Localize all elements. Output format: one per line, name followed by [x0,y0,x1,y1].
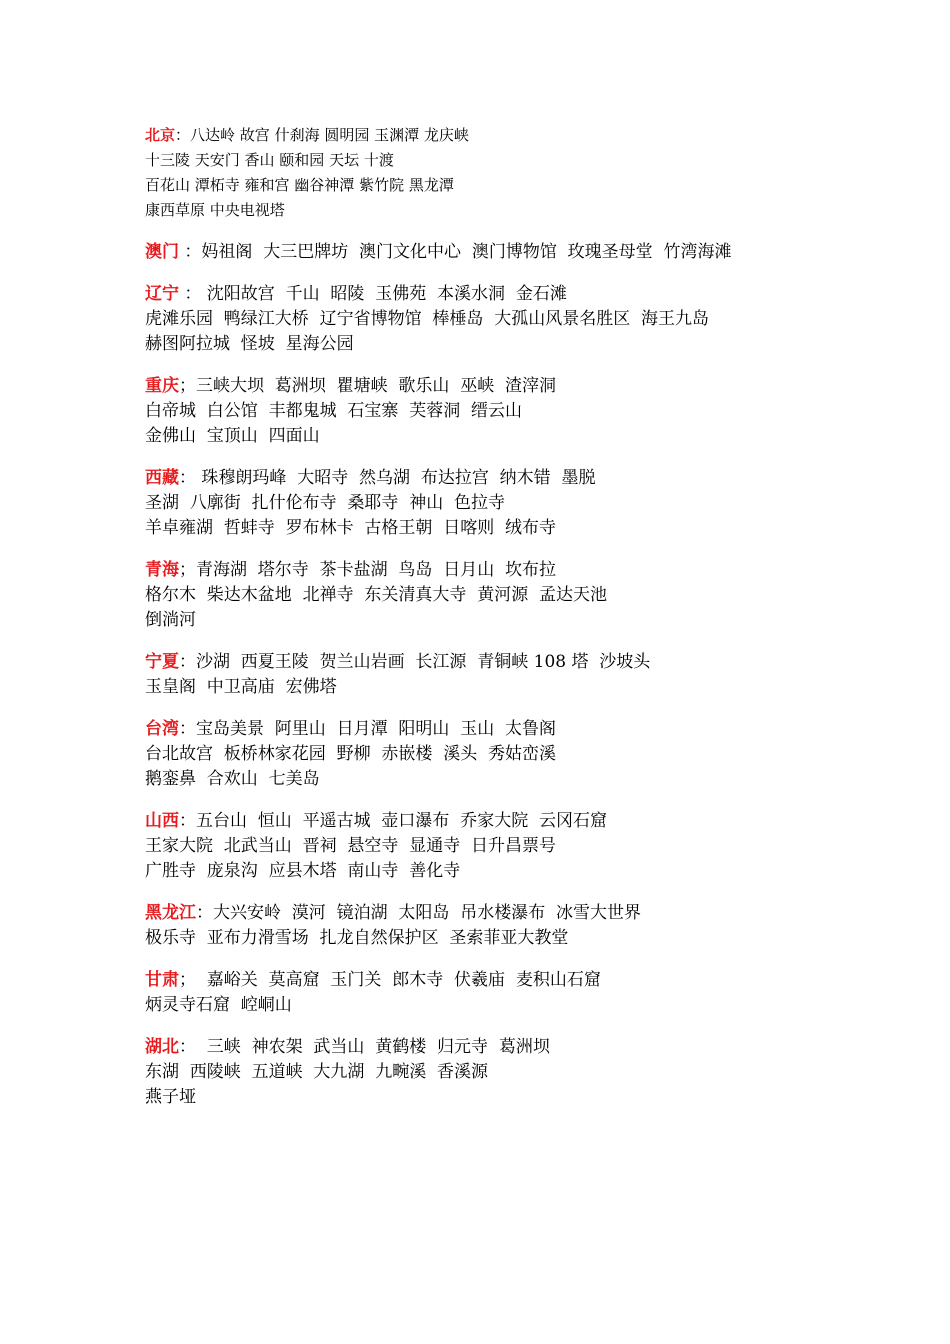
province-section [145,123,925,223]
separator: ： [179,242,202,262]
attraction-line [145,1060,925,1085]
attractions-text: 羊卓雍湖 哲蚌寺 罗布林卡 古格王朝 日喀则 绒布寺 [145,518,557,538]
attractions-text: 极乐寺 亚布力滑雪场 扎龙自然保护区 圣索菲亚大教堂 [145,928,569,948]
attraction-line [145,173,925,198]
separator: ： [179,468,196,488]
attractions-text: 珠穆朗玛峰 大昭寺 然乌湖 布达拉宫 纳木错 墨脱 [196,468,596,488]
attractions-text: 三峡 神农架 武当山 黄鹤楼 归元寺 葛洲坝 [196,1037,550,1057]
attraction-line [145,767,925,792]
attractions-text: 燕子垭 [145,1087,196,1107]
province-section [145,717,925,792]
attraction-line [145,332,925,357]
province-section [145,650,925,700]
attractions-text: 康西草原 中央电视塔 [145,201,285,219]
province-name: 湖北 [145,1037,179,1057]
attraction-line [145,901,925,926]
attractions-text: 玉皇阁 中卫高庙 宏佛塔 [145,677,337,697]
province-name: 山西 [145,811,179,831]
attractions-text: 三峡大坝 葛洲坝 瞿塘峡 歌乐山 巫峡 渣滓洞 [196,376,557,396]
attraction-line [145,859,925,884]
attraction-line [145,424,925,449]
province-section [145,901,925,951]
attractions-text: 鹅銮鼻 合欢山 七美岛 [145,769,320,789]
attraction-line [145,926,925,951]
province-section [145,968,925,1018]
separator: ； [179,560,196,580]
attraction-line [145,516,925,541]
attractions-text: 台北故宫 板桥林家花园 野柳 赤嵌楼 溪头 秀姑峦溪 [145,744,557,764]
attractions-text: 嘉峪关 莫高窟 玉门关 郎木寺 伏羲庙 麦积山石窟 [196,970,601,990]
province-name: 西藏 [145,468,179,488]
attractions-text: 妈祖阁 大三巴牌坊 澳门文化中心 澳门博物馆 玫瑰圣母堂 竹湾海滩 [201,242,732,262]
attractions-text: 赫图阿拉城 怪坡 星海公园 [145,334,354,354]
attraction-line [145,399,925,424]
separator: ： [175,126,191,144]
attractions-text: 百花山 潭柘寺 雍和宫 幽谷神潭 紫竹院 黑龙潭 [145,176,454,194]
province-name: 甘肃 [145,970,179,990]
province-section [145,374,925,449]
attractions-text: 五台山 恒山 平遥古城 壶口瀑布 乔家大院 云冈石窟 [196,811,608,831]
province-section [145,1035,925,1110]
attractions-text: 八达岭 故宫 什刹海 圆明园 玉渊潭 龙庆峡 [190,126,469,144]
province-name: 宁夏 [145,652,179,672]
attraction-line [145,583,925,608]
attractions-text: 倒淌河 [145,610,196,630]
attraction-line [145,491,925,516]
separator: ： [179,284,202,304]
attractions-text: 格尔木 柴达木盆地 北禅寺 东关清真大寺 黄河源 孟达天池 [145,585,608,605]
attractions-text: 炳灵寺石窟 崆峒山 [145,995,292,1015]
attraction-line [145,742,925,767]
attraction-line [145,307,925,332]
attraction-line [145,1085,925,1110]
attraction-line [145,148,925,173]
separator: ： [196,903,213,923]
attraction-line [145,993,925,1018]
attraction-line [145,968,925,993]
separator: ： [179,652,196,672]
attraction-line [145,717,925,742]
province-name: 青海 [145,560,179,580]
separator: ； [179,376,196,396]
attractions-text: 白帝城 白公馆 丰都鬼城 石宝寨 芙蓉洞 缙云山 [145,401,523,421]
document-page [145,123,925,1127]
attractions-text: 王家大院 北武当山 晋祠 悬空寺 显通寺 日升昌票号 [145,836,557,856]
attractions-text: 金佛山 宝顶山 四面山 [145,426,320,446]
attractions-text: 沙湖 西夏王陵 贺兰山岩画 长江源 青铜峡 108 塔 沙坡头 [196,652,651,672]
separator: ： [179,811,196,831]
separator: ： [179,719,196,739]
attractions-text: 东湖 西陵峡 五道峡 大九湖 九畹溪 香溪源 [145,1062,489,1082]
attraction-line [145,650,925,675]
province-name: 重庆 [145,376,179,396]
attractions-text: 青海湖 塔尔寺 茶卡盐湖 鸟岛 日月山 坎布拉 [196,560,557,580]
attractions-text: 圣湖 八廓街 扎什伦布寺 桑耶寺 神山 色拉寺 [145,493,506,513]
attraction-line [145,466,925,491]
attraction-line [145,834,925,859]
province-section [145,282,925,357]
attraction-line [145,675,925,700]
attraction-line [145,282,925,307]
attraction-line [145,123,925,148]
attraction-line [145,374,925,399]
attractions-text: 虎滩乐园 鸭绿江大桥 辽宁省博物馆 棒棰岛 大孤山风景名胜区 海王九岛 [145,309,710,329]
attraction-line [145,198,925,223]
province-name: 辽宁 [145,284,179,304]
province-name: 北京 [145,126,176,144]
province-section [145,809,925,884]
province-section [145,240,925,265]
attraction-line [145,1035,925,1060]
attractions-text: 广胜寺 庞泉沟 应县木塔 南山寺 善化寺 [145,861,461,881]
separator: ； [179,970,196,990]
attractions-text: 宝岛美景 阿里山 日月潭 阳明山 玉山 太鲁阁 [196,719,557,739]
province-section [145,558,925,633]
province-name: 台湾 [145,719,179,739]
attractions-text: 十三陵 天安门 香山 颐和园 天坛 十渡 [145,151,394,169]
attraction-line [145,608,925,633]
attraction-line [145,240,925,265]
province-name: 黑龙江 [145,903,196,923]
attraction-line [145,809,925,834]
attractions-text: 沈阳故宫 千山 昭陵 玉佛苑 本溪水洞 金石滩 [201,284,567,304]
separator: ： [179,1037,196,1057]
attractions-text: 大兴安岭 漠河 镜泊湖 太阳岛 吊水楼瀑布 冰雪大世界 [213,903,642,923]
attraction-line [145,558,925,583]
province-section [145,466,925,541]
province-name: 澳门 [145,242,179,262]
